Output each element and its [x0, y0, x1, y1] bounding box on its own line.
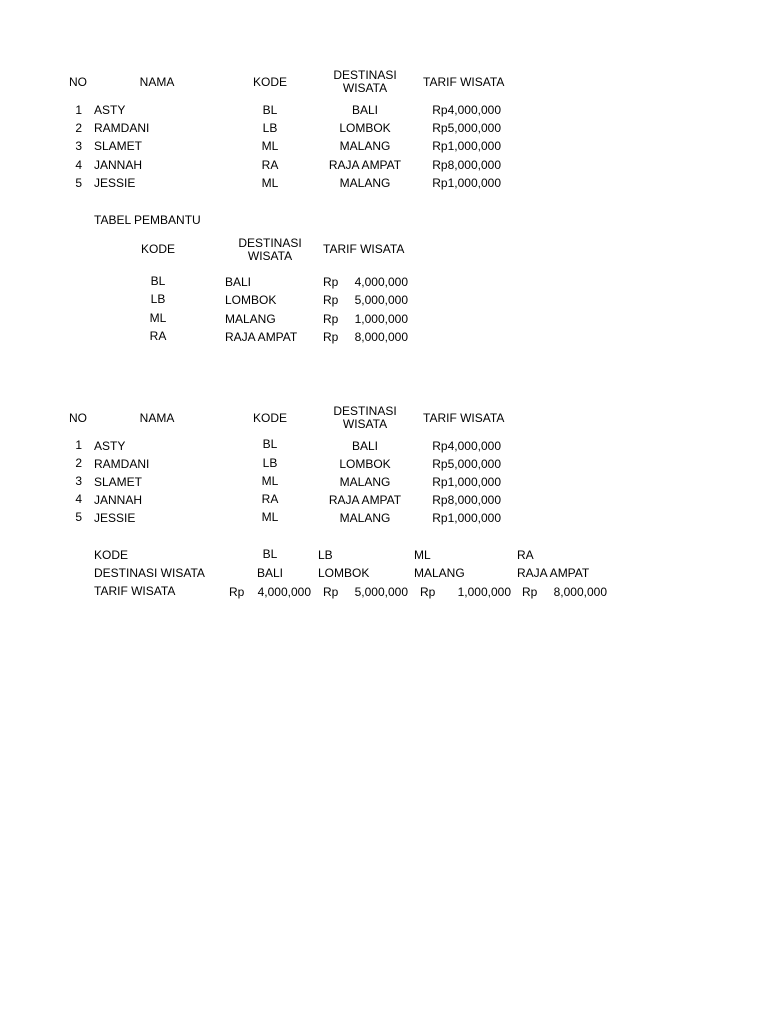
row-nama: RAMDANI: [94, 121, 150, 135]
row-tarif: Rp8,000,000: [432, 493, 501, 507]
header-tarif: TARIF WISATA: [423, 75, 505, 89]
row-nama: JESSIE: [94, 511, 136, 525]
hcol-amount: 1,000,000: [457, 585, 511, 599]
row-destinasi: RAJA AMPAT: [328, 493, 402, 507]
row-no: 2: [75, 456, 82, 470]
hcol-currency: Rp: [522, 585, 538, 599]
header-nama: NAMA: [139, 411, 175, 425]
row-nama: JESSIE: [94, 176, 136, 190]
row-destinasi: BALI: [351, 103, 379, 117]
helper-row-kode: BL: [150, 274, 166, 288]
hlabel-kode: KODE: [94, 548, 129, 562]
hlabel-destinasi: DESTINASI WISATA: [94, 566, 205, 580]
helper-row-amount: 5,000,000: [354, 293, 408, 307]
hcol-destinasi: MALANG: [414, 566, 465, 580]
helper-header-kode: KODE: [140, 242, 176, 256]
helper-row-destinasi: RAJA AMPAT: [225, 330, 298, 344]
row-tarif: Rp5,000,000: [432, 121, 501, 135]
helper-row-kode: ML: [149, 311, 167, 325]
hcol-kode: RA: [517, 548, 534, 562]
row-kode: ML: [261, 510, 279, 524]
helper-row-destinasi: LOMBOK: [225, 293, 277, 307]
row-nama: ASTY: [94, 103, 126, 117]
row-nama: RAMDANI: [94, 457, 150, 471]
hcol-amount: 4,000,000: [257, 585, 311, 599]
header-kode: KODE: [252, 411, 288, 425]
helper-row-currency: Rp: [323, 330, 339, 344]
helper-row-currency: Rp: [323, 312, 339, 326]
hcol-currency: Rp: [323, 585, 339, 599]
helper-row-amount: 8,000,000: [354, 330, 408, 344]
hlabel-tarif: TARIF WISATA: [94, 584, 176, 598]
hcol-amount: 5,000,000: [354, 585, 408, 599]
row-kode: BL: [262, 103, 278, 117]
row-tarif: Rp4,000,000: [432, 439, 501, 453]
hcol-destinasi: RAJA AMPAT: [517, 566, 590, 580]
helper-row-destinasi: BALI: [225, 275, 252, 289]
helper-row-kode: RA: [149, 329, 167, 343]
helper-row-amount: 4,000,000: [354, 275, 408, 289]
row-tarif: Rp8,000,000: [432, 158, 501, 172]
row-no: 2: [75, 121, 82, 135]
row-no: 5: [75, 176, 82, 190]
helper-title: TABEL PEMBANTU: [94, 213, 201, 227]
row-no: 3: [75, 139, 82, 153]
row-destinasi: MALANG: [339, 511, 391, 525]
helper-header-destinasi: DESTINASI WISATA: [238, 236, 302, 263]
row-kode: RA: [261, 158, 279, 172]
row-nama: JANNAH: [94, 158, 143, 172]
header-destinasi: DESTINASI WISATA: [333, 68, 397, 95]
row-kode: ML: [261, 474, 279, 488]
header-tarif: TARIF WISATA: [423, 411, 505, 425]
header-no: NO: [69, 411, 87, 425]
row-destinasi: LOMBOK: [339, 457, 391, 471]
helper-row-amount: 1,000,000: [354, 312, 408, 326]
helper-header-tarif: TARIF WISATA: [323, 242, 405, 256]
hcol-amount: 8,000,000: [553, 585, 607, 599]
row-nama: ASTY: [94, 439, 126, 453]
row-destinasi: BALI: [351, 439, 379, 453]
header-destinasi: DESTINASI WISATA: [333, 404, 397, 431]
header-no: NO: [69, 75, 87, 89]
row-kode: BL: [262, 437, 278, 451]
row-tarif: Rp1,000,000: [432, 139, 501, 153]
row-tarif: Rp1,000,000: [432, 475, 501, 489]
row-tarif: Rp1,000,000: [432, 511, 501, 525]
hcol-kode: ML: [414, 548, 431, 562]
row-no: 4: [75, 158, 82, 172]
row-no: 1: [75, 103, 82, 117]
helper-row-kode: LB: [150, 292, 166, 306]
header-kode: KODE: [252, 75, 288, 89]
row-no: 1: [75, 438, 82, 452]
header-nama: NAMA: [139, 75, 175, 89]
hcol-destinasi: LOMBOK: [318, 566, 370, 580]
row-kode: RA: [261, 492, 279, 506]
hcol-kode: LB: [318, 548, 333, 562]
row-tarif: Rp4,000,000: [432, 103, 501, 117]
row-kode: ML: [261, 139, 279, 153]
row-destinasi: MALANG: [339, 176, 391, 190]
row-destinasi: MALANG: [339, 475, 391, 489]
row-nama: SLAMET: [94, 475, 143, 489]
row-destinasi: LOMBOK: [339, 121, 391, 135]
row-no: 5: [75, 510, 82, 524]
helper-row-currency: Rp: [323, 275, 339, 289]
row-destinasi: MALANG: [339, 139, 391, 153]
row-tarif: Rp5,000,000: [432, 457, 501, 471]
row-nama: SLAMET: [94, 139, 143, 153]
row-nama: JANNAH: [94, 493, 143, 507]
row-kode: LB: [262, 456, 278, 470]
hcol-currency: Rp: [420, 585, 436, 599]
row-kode: ML: [261, 176, 279, 190]
row-destinasi: RAJA AMPAT: [328, 158, 402, 172]
hcol-currency: Rp: [229, 585, 245, 599]
hcol-kode: BL: [262, 547, 278, 561]
row-tarif: Rp1,000,000: [432, 176, 501, 190]
row-no: 4: [75, 492, 82, 506]
row-kode: LB: [262, 121, 278, 135]
helper-row-currency: Rp: [323, 293, 339, 307]
helper-row-destinasi: MALANG: [225, 312, 276, 326]
row-no: 3: [75, 474, 82, 488]
hcol-destinasi: BALI: [256, 566, 284, 580]
